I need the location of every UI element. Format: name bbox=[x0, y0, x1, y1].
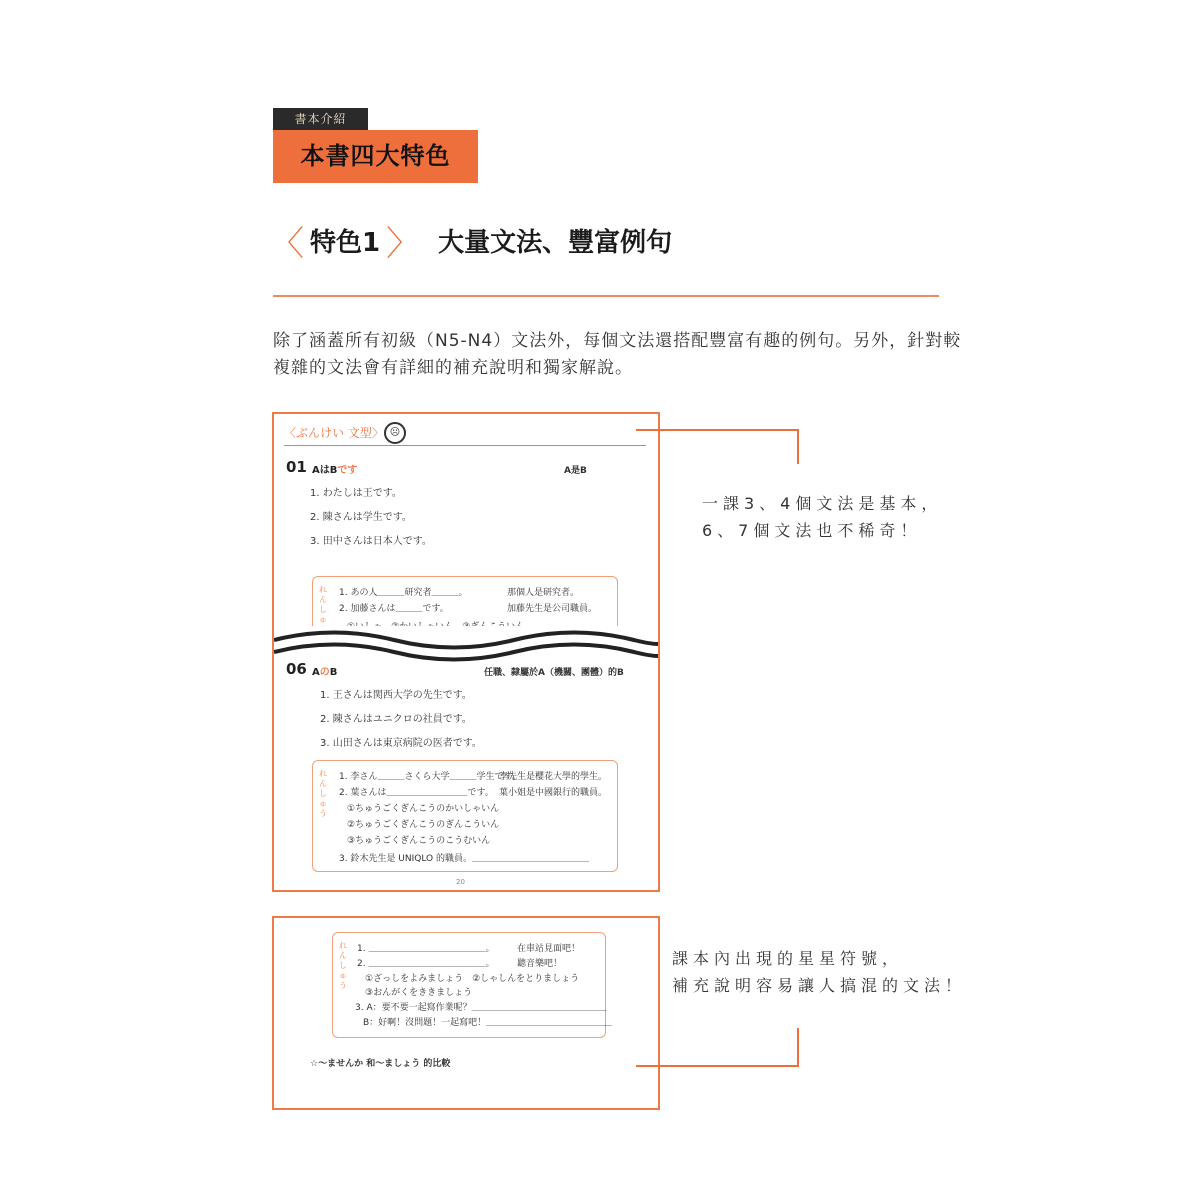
open-bracket: 〈 bbox=[270, 223, 304, 264]
pattern-highlight: です bbox=[337, 465, 358, 476]
practice-line: 1. あの人＿＿＿研究者＿＿＿。 bbox=[339, 588, 468, 598]
example-sentence: 2. 陳さんは学生です。 bbox=[310, 512, 412, 523]
grammar-pattern bbox=[312, 663, 337, 678]
example-sentence: 2. 陳さんはユニクロの社員です。 bbox=[320, 714, 472, 725]
practice-line: 3. 鈴木先生是 UNIQLO 的職員。＿＿＿＿＿＿＿＿＿＿＿＿＿ bbox=[339, 854, 590, 864]
divider bbox=[273, 295, 939, 297]
note-line: 課本內出現的星星符號， bbox=[672, 949, 904, 968]
pattern-text: A bbox=[312, 667, 320, 678]
pattern-highlight: の bbox=[319, 667, 330, 678]
intro-line-2: 複雜的文法會有詳細的補充說明和獨家解說。 bbox=[273, 358, 633, 378]
example-list bbox=[320, 684, 482, 756]
practice-line: B：好啊！沒問題！一起寫吧！＿＿＿＿＿＿＿＿＿＿＿＿＿＿ bbox=[363, 1018, 613, 1028]
example-sentence: 3. 山田さんは東京病院の医者です。 bbox=[320, 738, 482, 749]
grammar-pattern bbox=[312, 461, 357, 476]
grammar-number: 06 bbox=[286, 660, 307, 678]
example-sentence: 1. 王さんは関西大学の先生です。 bbox=[320, 690, 472, 701]
feature-number: 特色1 bbox=[310, 227, 381, 258]
example-sentence: 1. わたしは王です。 bbox=[310, 488, 402, 499]
practice-line: 1. ＿＿＿＿＿＿＿＿＿＿＿＿＿。 bbox=[357, 944, 495, 954]
page-break-wave bbox=[274, 626, 658, 668]
page-number: 20 bbox=[456, 878, 465, 886]
callout-note-2 bbox=[672, 945, 966, 999]
note-line: 一課3、4個文法是基本， bbox=[702, 494, 943, 513]
practice-line: 2. 加藤さんは＿＿＿です。 bbox=[339, 604, 449, 614]
practice-translation: 葉小姐是中國銀行的職員。 bbox=[499, 788, 608, 798]
practice-line: 2. ＿＿＿＿＿＿＿＿＿＿＿＿＿。 bbox=[357, 959, 495, 969]
practice-label: れんしゅう bbox=[319, 769, 327, 818]
pattern-text: AはB bbox=[312, 465, 338, 476]
practice-translation: 李先生是櫻花大學的學生。 bbox=[499, 772, 608, 782]
pattern-text: B bbox=[329, 667, 338, 678]
practice-line: 2. 葉さんは＿＿＿＿＿＿＿＿＿です。 bbox=[339, 788, 494, 798]
note-line: 6、7個文法也不稀奇！ bbox=[702, 521, 922, 540]
practice-option: ③ちゅうごくぎんこうのこうむいん bbox=[347, 836, 491, 846]
sample-page-star-note bbox=[272, 916, 660, 1110]
intro-line-1: 除了涵蓋所有初級（N5-N4）文法外，每個文法還搭配豐富有趣的例句。另外，針對較 bbox=[273, 331, 962, 351]
practice-options: ③おんがくをききましょう bbox=[365, 988, 473, 998]
panel-title: 〈ぶんけい 文型〉 bbox=[284, 426, 384, 440]
practice-option: ②ちゅうごくぎんこうのぎんこういん bbox=[347, 820, 500, 830]
practice-label: れんしゅ bbox=[319, 585, 327, 624]
callout-note-1 bbox=[702, 490, 942, 544]
page-title: 本書四大特色 bbox=[273, 130, 478, 183]
practice-translation: 那個人是研究者。 bbox=[507, 588, 580, 598]
example-list bbox=[310, 482, 432, 554]
example-sentence: 3. 田中さんは日本人です。 bbox=[310, 536, 432, 547]
panel-rule bbox=[284, 445, 646, 446]
practice-line: 3. A：要不要一起寫作業呢？＿＿＿＿＿＿＿＿＿＿＿＿＿＿＿ bbox=[355, 1003, 607, 1013]
practice-translation: 聽音樂吧！ bbox=[517, 959, 563, 969]
feature-title: 大量文法、豐富例句 bbox=[438, 227, 673, 258]
practice-translation: 加藤先生是公司職員。 bbox=[507, 604, 598, 614]
grammar-number: 01 bbox=[286, 458, 307, 476]
sample-page-grammar bbox=[272, 412, 660, 892]
intro-paragraph bbox=[273, 328, 973, 382]
grammar-translation: A是B bbox=[564, 466, 587, 476]
grammar-translation: 任職、隸屬於A（機關、團體）的B bbox=[484, 668, 624, 678]
practice-translation: 在車站見面吧！ bbox=[517, 944, 581, 954]
practice-box bbox=[332, 932, 613, 1038]
feature-heading bbox=[270, 218, 672, 262]
practice-option: ①ちゅうごくぎんこうのかいしゃいん bbox=[347, 804, 500, 814]
section-label: 書本介紹 bbox=[273, 108, 368, 130]
practice-box bbox=[312, 760, 618, 872]
practice-label: れんしゅう bbox=[339, 941, 347, 990]
star-note: ☆～ませんか 和～ましょう 的比較 bbox=[310, 1059, 451, 1069]
practice-options: ①ざっしをよみましょう ②しゃしんをとりましょう bbox=[365, 974, 580, 984]
close-bracket: 〉 bbox=[386, 223, 421, 264]
practice-line: 1. 李さん＿＿＿さくら大学＿＿＿学生です。 bbox=[339, 772, 521, 782]
face-icon: ☹ bbox=[384, 422, 406, 444]
note-line: 補充說明容易讓人搞混的文法！ bbox=[672, 976, 967, 995]
